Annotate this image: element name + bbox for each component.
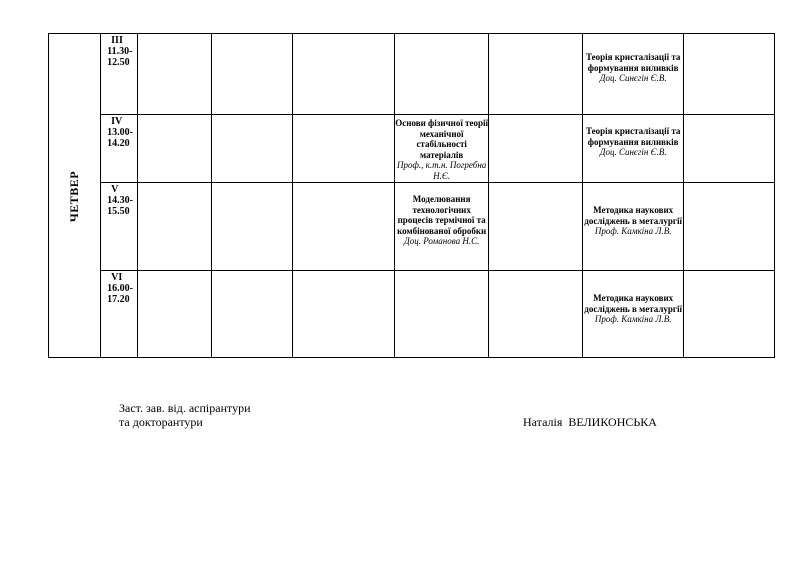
lesson-teacher: Доц. Синєгін Є.В. (599, 73, 667, 83)
position-line-1: Заст. зав. від. аспірантури (119, 401, 251, 415)
period-number: V (111, 184, 119, 195)
empty-cell (684, 183, 775, 271)
lesson-cell (583, 271, 684, 358)
period-time-end: 15.50 (107, 206, 130, 217)
lesson-subject: Основи фізичної теорії механічної стабільності матеріалів (395, 118, 489, 160)
empty-cell (293, 183, 395, 271)
lesson-subject: Методика наукових досліджень в металургії (584, 205, 683, 226)
period-number: III (111, 35, 123, 46)
empty-cell (212, 34, 293, 115)
empty-cell (212, 183, 293, 271)
empty-cell (684, 34, 775, 115)
table-row (49, 115, 775, 183)
empty-cell (293, 271, 395, 358)
period-time-end: 12.50 (107, 57, 130, 68)
lesson-subject: Теорія кристалізації та формування виливків (585, 126, 681, 147)
lesson-subject: Методика наукових досліджень в металургії (584, 293, 683, 314)
empty-cell (489, 183, 583, 271)
lesson-teacher: Доц. Синєгін Є.В. (599, 147, 667, 157)
empty-cell (489, 115, 583, 183)
period-time-start: 14.30- (107, 195, 133, 206)
lesson-cell (583, 183, 684, 271)
empty-cell (684, 271, 775, 358)
lesson-cell (395, 183, 489, 271)
position-line-2: та докторантури (119, 415, 203, 429)
empty-cell (212, 271, 293, 358)
signatory-name: Наталія ВЕЛИКОНСЬКА (523, 415, 657, 429)
lesson-subject: Теорія кристалізації та формування виливків (585, 52, 681, 73)
lesson-cell (583, 115, 684, 183)
period-time-end: 14.20 (107, 138, 130, 149)
empty-cell (684, 115, 775, 183)
period-time-start: 13.00- (107, 127, 133, 138)
period-cell (101, 115, 138, 183)
empty-cell (138, 271, 212, 358)
period-number: IV (111, 116, 123, 127)
table-row (49, 271, 775, 358)
schedule-table (48, 33, 775, 358)
empty-cell (293, 115, 395, 183)
empty-cell (489, 271, 583, 358)
period-cell (101, 183, 138, 271)
lesson-teacher: Проф. Камкіна Л.В. (594, 226, 672, 236)
day-label: ЧЕТВЕР (67, 170, 82, 222)
period-time-start: 11.30- (107, 46, 133, 57)
empty-cell (138, 183, 212, 271)
empty-cell (212, 115, 293, 183)
day-cell (49, 34, 101, 358)
table-row (49, 183, 775, 271)
empty-cell (138, 115, 212, 183)
lesson-subject: Моделювання технологічних процесів термічної та комбінованої обробки (397, 194, 487, 236)
lesson-cell (395, 115, 489, 183)
period-time-end: 17.20 (107, 294, 130, 305)
empty-cell (293, 34, 395, 115)
period-time-start: 16.00- (107, 283, 133, 294)
period-cell (101, 34, 138, 115)
empty-cell (395, 34, 489, 115)
lesson-teacher: Проф., к.т.н. Погребна Н.Є. (397, 160, 487, 181)
signatory-position (119, 401, 251, 429)
period-number: VI (111, 272, 123, 283)
empty-cell (395, 271, 489, 358)
empty-cell (138, 34, 212, 115)
lesson-cell (583, 34, 684, 115)
period-cell (101, 271, 138, 358)
lesson-teacher: Доц. Романова Н.С. (403, 236, 480, 246)
table-row (49, 34, 775, 115)
empty-cell (489, 34, 583, 115)
lesson-teacher: Проф. Камкіна Л.В. (594, 314, 672, 324)
